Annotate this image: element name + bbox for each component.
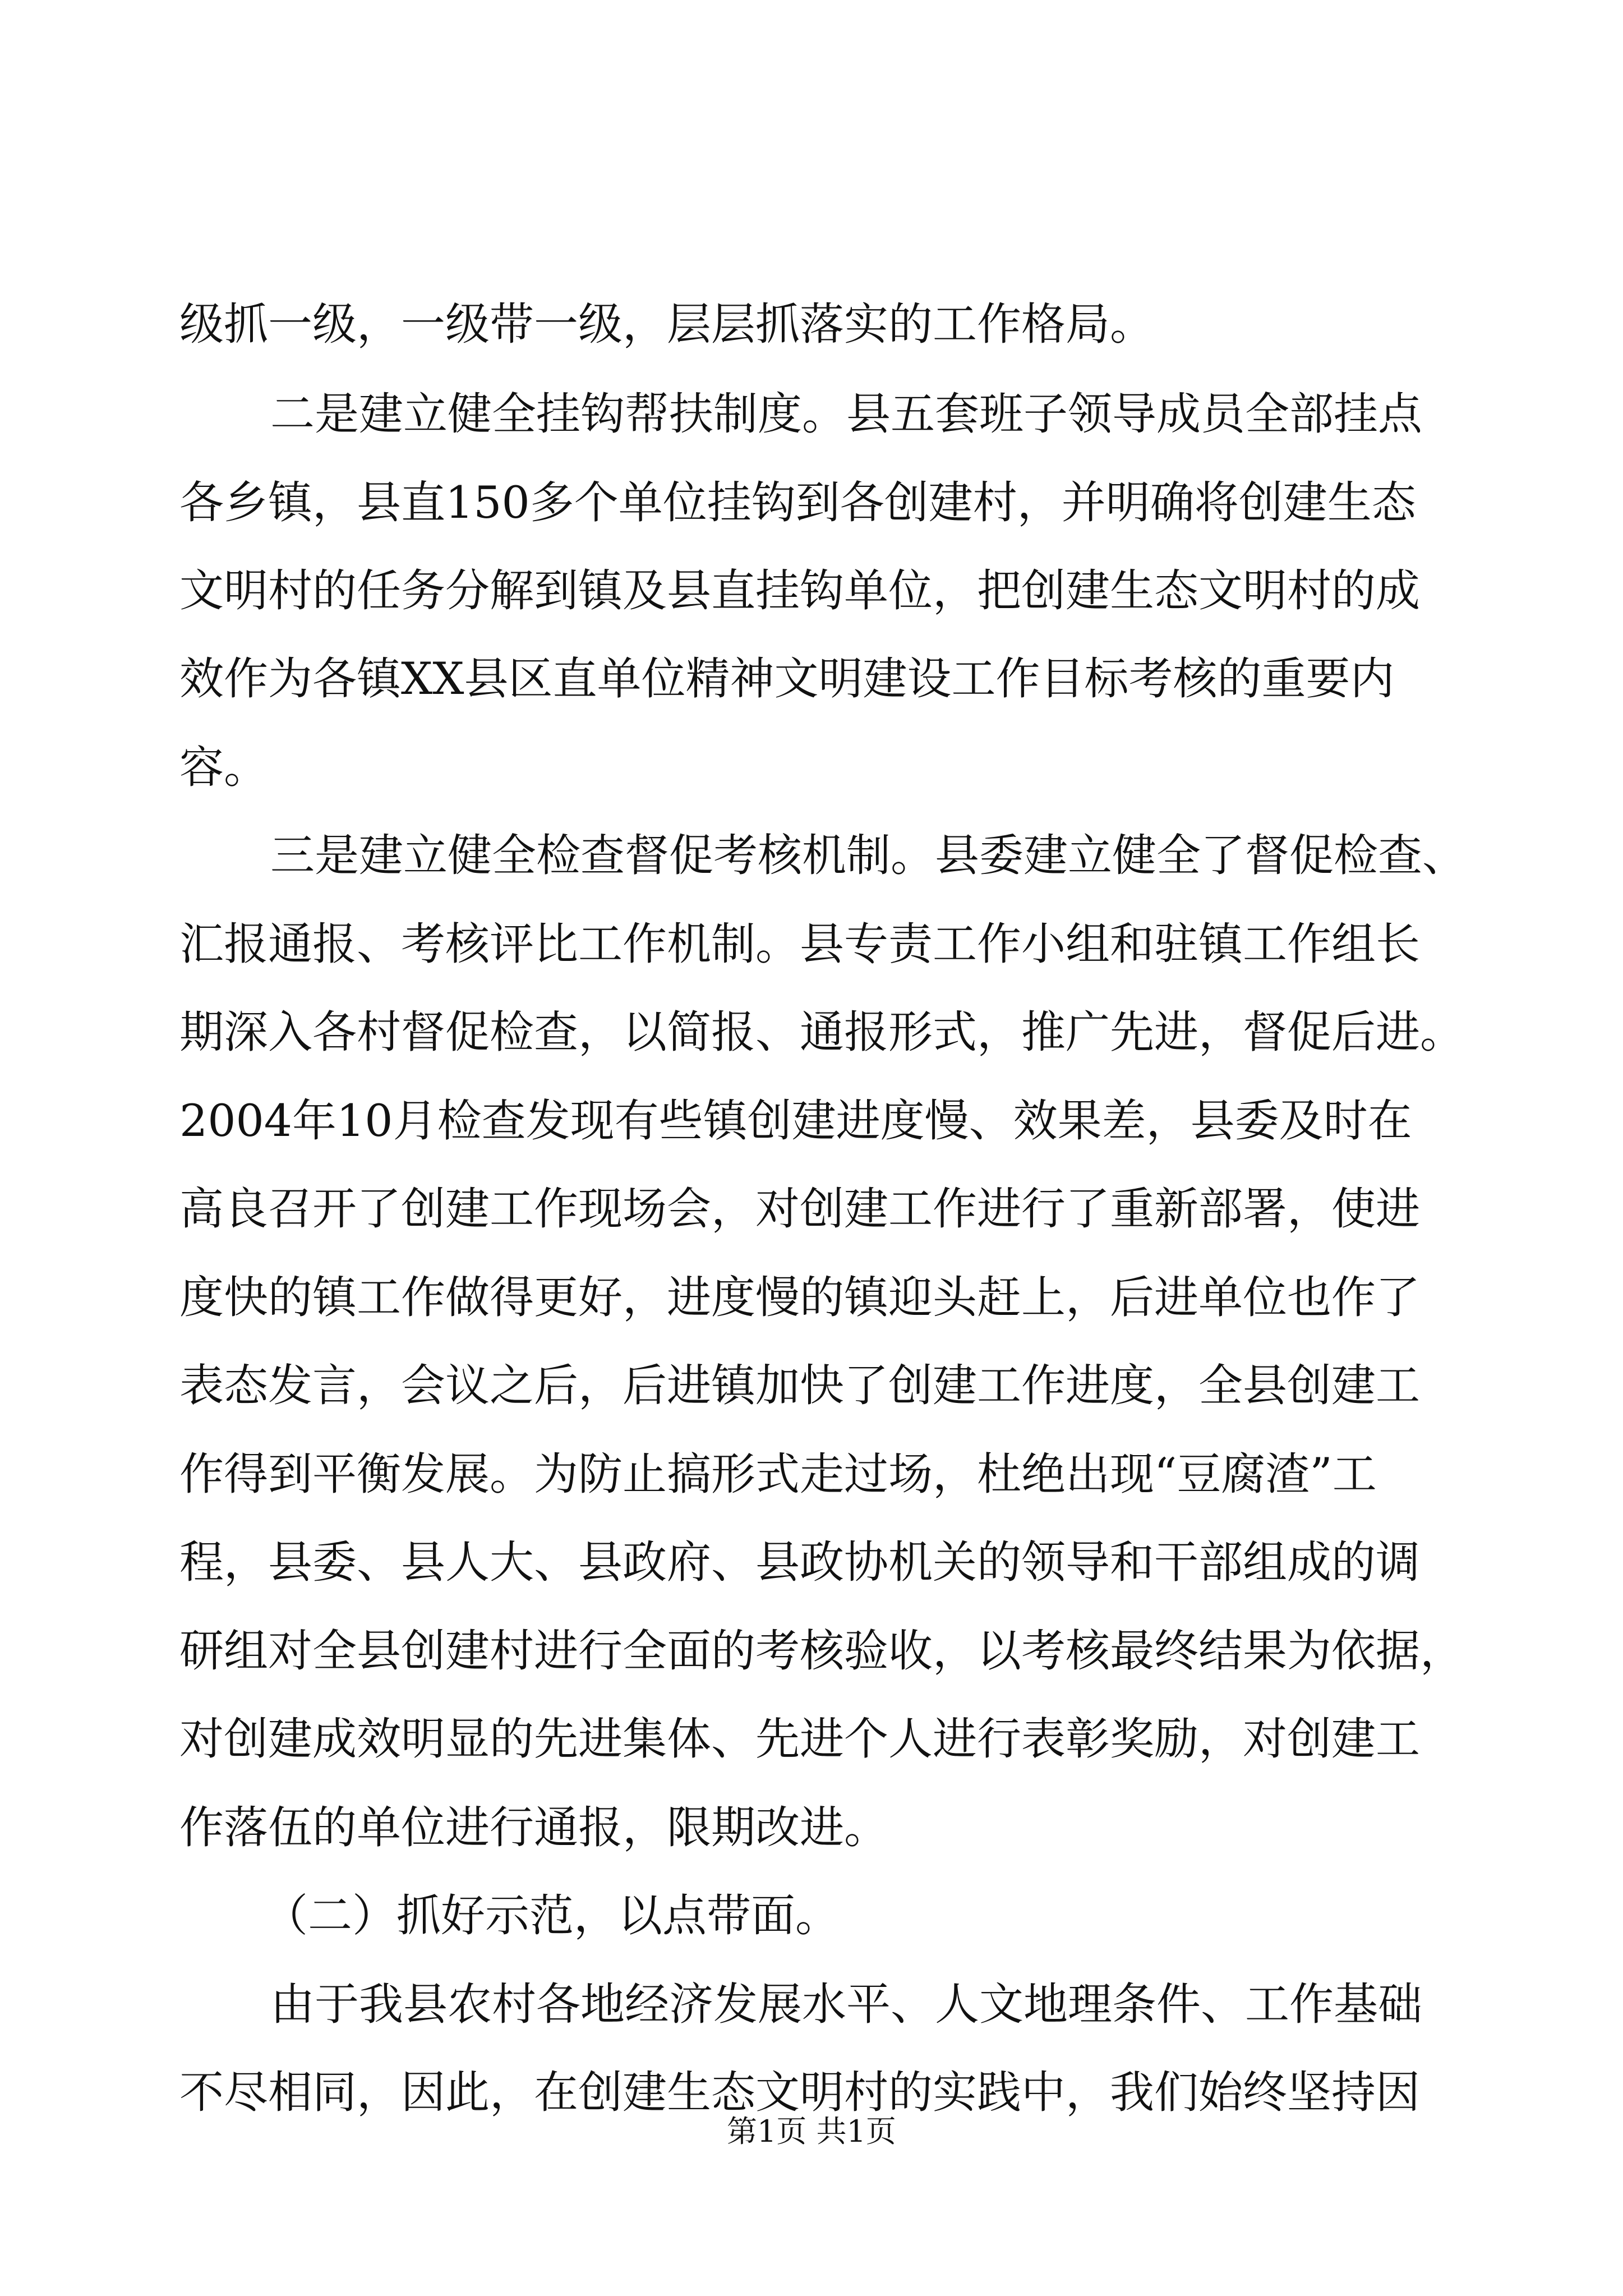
text-line: 文明村的任务分解到镇及县直挂钩单位，把创建生态文明村的成 (179, 565, 1420, 616)
text-line: 高良召开了创建工作现场会，对创建工作进行了重新部署，使进 (179, 1183, 1420, 1235)
section-heading: （二）抓好示范，以点带面。 (264, 1890, 840, 1941)
text-line: 对创建成效明显的先进集体、先进个人进行表彰奖励，对创建工 (179, 1713, 1420, 1765)
text-line: 各乡镇，县直150多个单位挂钩到各创建村，并明确将创建生态 (179, 477, 1416, 528)
text-line: 汇报通报、考核评比工作机制。县专责工作小组和驻镇工作组长 (179, 918, 1420, 970)
text-line: 2004年10月检查发现有些镇创建进度慢、效果差，县委及时在 (179, 1095, 1412, 1147)
text-line: 三是建立健全检查督促考核机制。县委建立健全了督促检查、 (270, 830, 1467, 881)
text-line: 级抓一级，一级带一级，层层抓落实的工作格局。 (179, 298, 1154, 350)
text-line: 期深入各村督促检查，以简报、通报形式，推广先进，督促后进。 (179, 1006, 1464, 1058)
text-line: 容。 (179, 742, 268, 793)
page-footer: 第1页 共1页 (727, 2114, 896, 2149)
text-line: 二是建立健全挂钩帮扶制度。县五套班子领导成员全部挂点 (270, 388, 1422, 440)
text-line: 效作为各镇XX县区直单位精神文明建设工作目标考核的重要内 (179, 653, 1395, 705)
text-line: 度快的镇工作做得更好，进度慢的镇迎头赶上，后进单位也作了 (179, 1272, 1420, 1323)
text-line: 由于我县农村各地经济发展水平、人文地理条件、工作基础 (270, 1978, 1422, 2030)
text-line: 作得到平衡发展。为防止搞形式走过场，杜绝出现“豆腐渣”工 (179, 1448, 1377, 1500)
text-line: 不尽相同，因此，在创建生态文明村的实践中，我们始终坚持因 (179, 2067, 1420, 2118)
text-line: 程，县委、县人大、县政府、县政协机关的领导和干部组成的调 (179, 1536, 1420, 1588)
text-line: 表态发言，会议之后，后进镇加快了创建工作进度，全县创建工 (179, 1360, 1420, 1411)
text-line: 研组对全县创建村进行全面的考核验收，以考核最终结果为依据， (179, 1625, 1464, 1677)
text-line: 作落伍的单位进行通报，限期改进。 (179, 1802, 888, 1853)
